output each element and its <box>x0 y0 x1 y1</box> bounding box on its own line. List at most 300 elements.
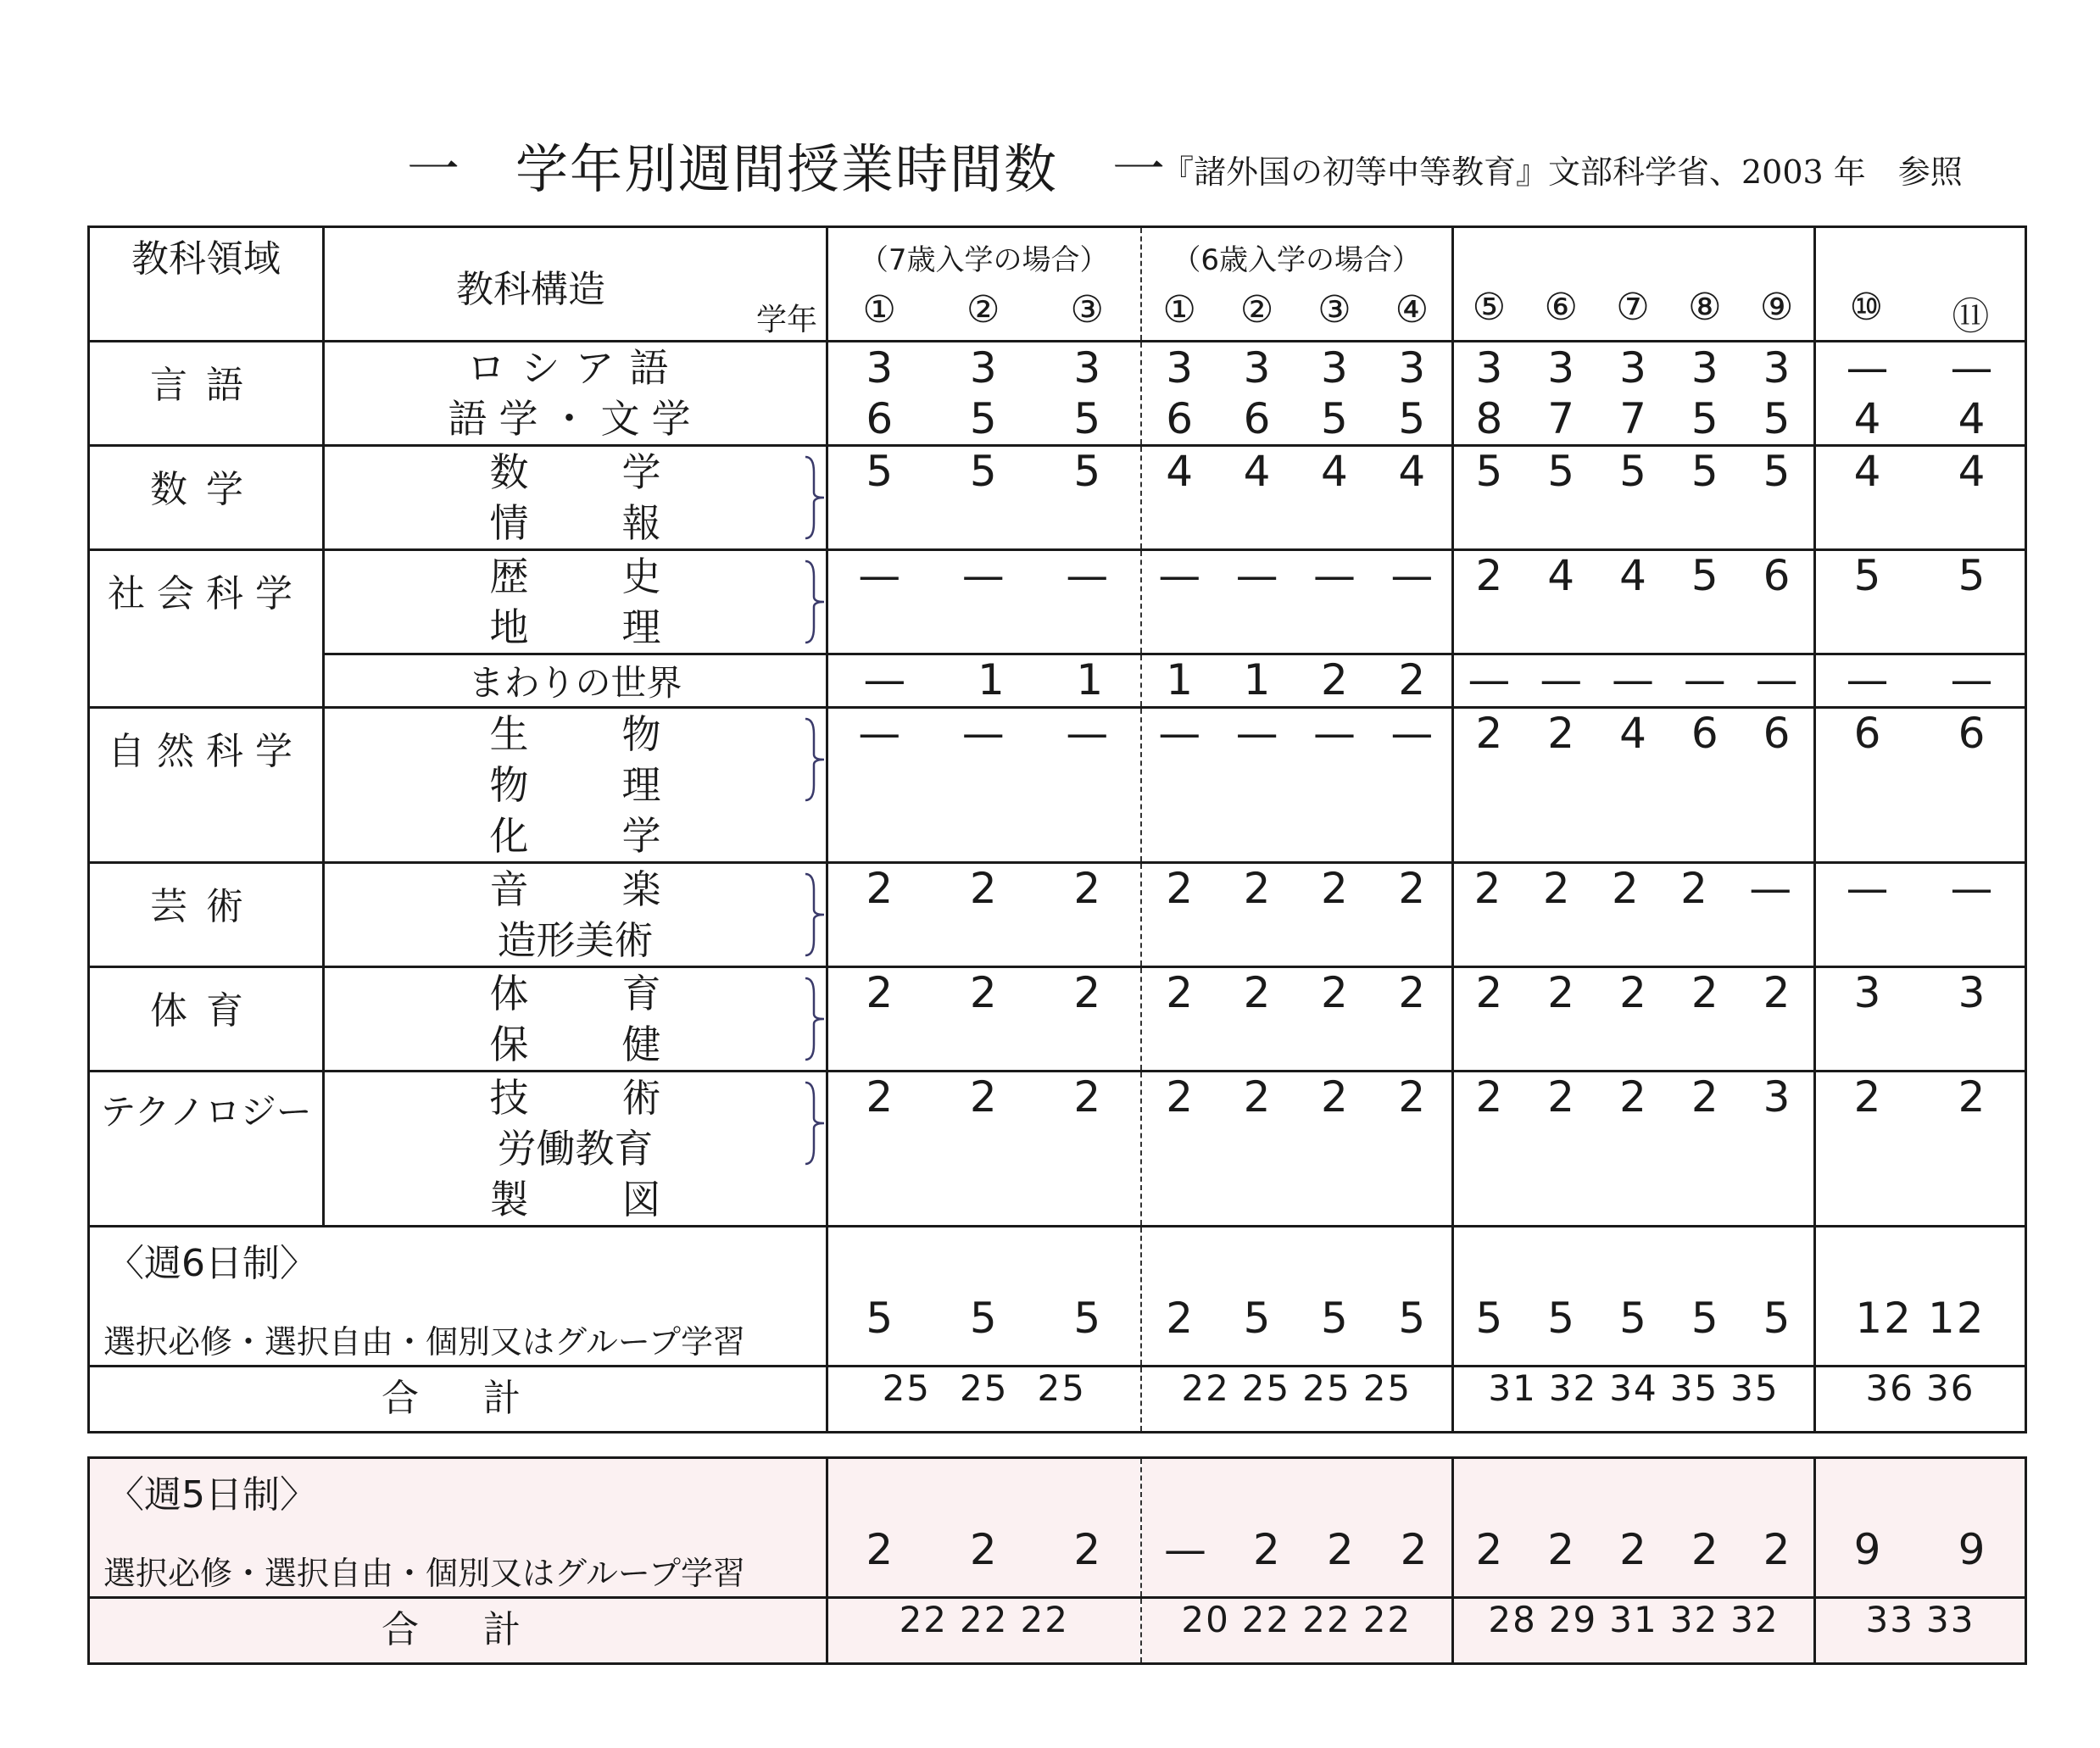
total-label: 合 計 <box>382 1608 534 1651</box>
hour-value: 5 <box>1475 447 1505 496</box>
total-value: 32 <box>1730 1599 1780 1640</box>
hour-value: 2 <box>1321 864 1350 913</box>
hours-cell <box>827 967 1141 1072</box>
hour-value: 6 <box>1763 709 1792 758</box>
row-math <box>89 446 2026 550</box>
hours-cell <box>827 1072 1141 1227</box>
subject-label: 製図 <box>489 1177 755 1222</box>
hour-value: 9 <box>1853 1525 1883 1574</box>
total-value: 28 <box>1488 1599 1537 1640</box>
total-value: 22 <box>899 1599 949 1640</box>
hours-cell <box>1141 1227 1453 1367</box>
hour-value: 2 <box>1166 1294 1195 1343</box>
hour-value: 4 <box>1166 447 1195 496</box>
hours-cell <box>1815 1227 2026 1367</box>
area-cell <box>89 967 324 1072</box>
hour-value: 2 <box>1321 655 1350 704</box>
hour-value: 5 <box>866 447 895 496</box>
hour-value: 4 <box>1958 394 1987 443</box>
hour-value: 5 <box>1547 1294 1577 1343</box>
hours-cell <box>1453 446 1815 550</box>
total-value: 29 <box>1548 1599 1598 1640</box>
hours-cell <box>1141 446 1453 550</box>
page-title: 一 学年別週間授業時間数 一 <box>407 138 1167 200</box>
hour-value: 2 <box>1073 1072 1103 1122</box>
grade-circle: ① <box>1162 288 1198 331</box>
total-value: 22 <box>1302 1599 1351 1640</box>
hour-value: 5 <box>1321 394 1350 443</box>
grade-circle: ⑩ <box>1849 286 1886 329</box>
hour-value: 2 <box>1763 1525 1792 1574</box>
total-value: 25 <box>960 1367 1009 1409</box>
total-value: 35 <box>1669 1367 1719 1409</box>
hour-value: — <box>1846 655 1891 704</box>
area-label: 社会科学 <box>108 572 304 615</box>
row-social-science <box>89 550 2026 654</box>
group2-note: （6歳入学の場合） <box>1172 243 1422 277</box>
hour-value: 3 <box>1958 968 1987 1017</box>
hour-value: 2 <box>1691 1525 1720 1574</box>
header-group3 <box>1453 227 1815 342</box>
hours-cell <box>1453 342 1815 446</box>
hour-value: 2 <box>1475 968 1505 1017</box>
hours-cell <box>1815 1458 2026 1598</box>
hours-cell <box>1453 967 1815 1072</box>
hours-cell <box>1815 550 2026 654</box>
header-grade-label: 学年 <box>755 303 817 337</box>
grade-circle: ④ <box>1395 288 1431 331</box>
group3-grades <box>1454 228 1813 329</box>
hour-value: — <box>858 709 903 758</box>
subject-label: 語学・文学 <box>448 396 703 442</box>
hour-value: 5 <box>1853 551 1883 600</box>
total-label-cell <box>89 1367 827 1433</box>
week6-label: 〈週6日制〉 <box>107 1242 317 1285</box>
hour-value: — <box>1390 709 1435 758</box>
hour-value: — <box>1749 864 1794 913</box>
hour-value: 2 <box>1398 864 1428 913</box>
hour-value: 5 <box>1958 551 1987 600</box>
hours-cell <box>1141 342 1453 446</box>
subject-label: 情報 <box>489 500 755 546</box>
hour-value: 2 <box>1475 709 1505 758</box>
subject-label: まわりの世界 <box>468 662 682 704</box>
hour-value: 2 <box>1326 1525 1356 1574</box>
hours-cell <box>1141 550 1453 654</box>
hours-cell <box>1141 967 1453 1072</box>
hour-value: 3 <box>1475 343 1505 392</box>
hour-value: 4 <box>1619 551 1648 600</box>
subject-label: 地理 <box>489 604 755 650</box>
hour-value: 1 <box>1076 655 1106 704</box>
group1-note: （7歳入学の場合） <box>859 243 1109 277</box>
grade-circle: ① <box>862 288 898 331</box>
group1-grades <box>828 278 1140 331</box>
subject-cell <box>324 446 827 550</box>
hour-value: 5 <box>969 394 999 443</box>
hour-value: 2 <box>1691 1072 1720 1122</box>
hour-value: 1 <box>977 655 1006 704</box>
hour-value: — <box>1390 551 1435 600</box>
hour-value: — <box>1066 551 1111 600</box>
area-label: 言語 <box>150 364 262 407</box>
row-week6-elective <box>89 1227 2026 1367</box>
hours-table <box>87 225 2027 1433</box>
hour-value: 3 <box>969 343 999 392</box>
subject-cell <box>324 550 827 654</box>
hour-value: 9 <box>1958 1525 1987 1574</box>
hour-value: 2 <box>1691 968 1720 1017</box>
hour-value: — <box>1683 655 1728 704</box>
hours-cell <box>827 708 1141 863</box>
hour-value: 6 <box>866 394 895 443</box>
hour-value: — <box>863 655 908 704</box>
area-label: 数学 <box>150 468 262 511</box>
hour-value: — <box>1950 864 1995 913</box>
hour-value: — <box>1950 655 1995 704</box>
hour-value: 2 <box>1073 864 1103 913</box>
hour-value: 3 <box>1321 343 1350 392</box>
hours-cell <box>1453 708 1815 863</box>
hour-value: — <box>1755 655 1800 704</box>
total-value: 25 <box>882 1367 932 1409</box>
area-cell <box>89 550 324 708</box>
row-world-around <box>89 654 2026 708</box>
brace-icon <box>804 717 826 802</box>
total-label: 合 計 <box>382 1377 534 1420</box>
hour-value: 2 <box>1611 864 1640 913</box>
hours-cell <box>1815 708 2026 863</box>
week6-elective-label: 選択必修・選択自由・個別又はグループ学習 <box>103 1323 745 1361</box>
hour-value: 2 <box>1398 655 1428 704</box>
hours-cell <box>827 654 1141 708</box>
subject-label: 数学 <box>489 449 755 495</box>
hour-value: 3 <box>1243 343 1273 392</box>
header-area-label: 教科領域 <box>131 237 281 281</box>
hour-value: 5 <box>1691 1294 1720 1343</box>
total-label-cell <box>89 1598 827 1664</box>
subject-label: 体育 <box>489 971 755 1016</box>
hour-value: 5 <box>1763 394 1792 443</box>
hour-value: — <box>1950 343 1995 392</box>
hour-value: — <box>858 551 903 600</box>
hour-value: — <box>1468 655 1512 704</box>
hour-value: 5 <box>866 1294 895 1343</box>
hour-value: 2 <box>1243 968 1273 1017</box>
week5-label-cell <box>89 1458 827 1598</box>
hour-value: 2 <box>1619 1525 1648 1574</box>
area-label: テクノロジー <box>100 1091 312 1133</box>
hour-value: 7 <box>1547 394 1577 443</box>
hours-cell <box>1815 654 2026 708</box>
hour-value: 4 <box>1619 709 1648 758</box>
hour-value: 2 <box>1680 864 1709 913</box>
hour-value: 5 <box>969 1294 999 1343</box>
hours-cell <box>1453 863 1815 967</box>
hour-value: 5 <box>1073 447 1103 496</box>
hour-value: 4 <box>1243 447 1273 496</box>
hours-cell <box>1815 342 2026 446</box>
week6-label-cell <box>89 1227 827 1367</box>
group2-grades <box>1142 278 1452 331</box>
hour-value: 2 <box>1400 1525 1429 1574</box>
week5-label: 〈週5日制〉 <box>107 1473 317 1517</box>
hours-cell <box>1453 1072 1815 1227</box>
subject-label: 保健 <box>489 1022 755 1067</box>
hours-cell <box>1141 1072 1453 1227</box>
reference-note: 『諸外国の初等中等教育』文部科学省、2003 年 参照 <box>1161 153 1963 191</box>
hour-value: — <box>1235 709 1280 758</box>
hour-value: — <box>1066 709 1111 758</box>
hour-value: 5 <box>1763 1294 1792 1343</box>
total-value: 34 <box>1609 1367 1658 1409</box>
hour-value: 3 <box>1763 1072 1792 1122</box>
subject-label: 歴史 <box>489 554 755 599</box>
hour-value: 2 <box>1542 864 1572 913</box>
total-cell <box>1453 1367 1815 1433</box>
hour-value: 5 <box>1243 1294 1273 1343</box>
subject-cell <box>324 654 827 708</box>
total-cell <box>1453 1598 1815 1664</box>
week5-table <box>87 1456 2027 1665</box>
hours-cell <box>1815 863 2026 967</box>
hour-value: 5 <box>1547 447 1577 496</box>
header-area <box>89 227 324 342</box>
hour-value: 7 <box>1619 394 1648 443</box>
subject-label: 音楽 <box>489 866 755 912</box>
hour-value: 2 <box>1763 968 1792 1017</box>
hour-value: 2 <box>1547 709 1577 758</box>
hour-value: 12 <box>1855 1294 1913 1343</box>
hour-value: 5 <box>1398 394 1428 443</box>
total-value: 22 <box>1241 1599 1291 1640</box>
total-value: 25 <box>1302 1367 1351 1409</box>
hour-value: 2 <box>1166 968 1195 1017</box>
brace-icon <box>804 455 826 540</box>
hour-value: 6 <box>1763 551 1792 600</box>
hour-value: 2 <box>1166 1072 1195 1122</box>
hour-value: 5 <box>1321 1294 1350 1343</box>
hour-value: 12 <box>1928 1294 1986 1343</box>
hour-value: 2 <box>969 968 999 1017</box>
hour-value: — <box>1312 551 1357 600</box>
hour-value: 2 <box>866 1525 895 1574</box>
total-cell <box>827 1367 1141 1433</box>
hour-value: 2 <box>866 968 895 1017</box>
hour-value: 2 <box>1073 1525 1103 1574</box>
hours-cell <box>827 550 1141 654</box>
header-group1 <box>827 227 1141 342</box>
hour-value: 5 <box>1691 394 1720 443</box>
hour-value: 4 <box>1547 551 1577 600</box>
brace-icon <box>804 559 826 644</box>
hour-value: — <box>1846 864 1891 913</box>
hours-cell <box>1815 967 2026 1072</box>
hours-cell <box>827 342 1141 446</box>
hour-value: — <box>1158 551 1203 600</box>
hour-value: 2 <box>1321 968 1350 1017</box>
hour-value: 4 <box>1321 447 1350 496</box>
header-group4 <box>1815 227 2026 342</box>
hour-value: 2 <box>1398 1072 1428 1122</box>
total-value: 25 <box>1241 1367 1291 1409</box>
hour-value: 5 <box>1763 447 1792 496</box>
hour-value: 5 <box>1619 1294 1648 1343</box>
hour-value: 2 <box>1547 968 1577 1017</box>
total-value: 25 <box>1362 1367 1412 1409</box>
hours-cell <box>827 863 1141 967</box>
brace-icon <box>804 872 826 957</box>
total-cell <box>1815 1598 2026 1664</box>
total-value: 25 <box>1037 1367 1086 1409</box>
hour-value: 6 <box>1166 394 1195 443</box>
hour-value: 2 <box>969 1072 999 1122</box>
hour-value: 2 <box>1475 551 1505 600</box>
hour-value: 3 <box>1691 343 1720 392</box>
hour-value: 6 <box>1958 709 1987 758</box>
hour-value: 2 <box>1166 864 1195 913</box>
group4-grades <box>1816 228 2025 340</box>
hour-value: 3 <box>1166 343 1195 392</box>
hours-cell <box>1453 654 1815 708</box>
grade-circle: ② <box>966 288 1002 331</box>
row-language <box>89 342 2026 446</box>
hour-value: 5 <box>1073 394 1103 443</box>
subject-cell <box>324 342 827 446</box>
hour-value: 3 <box>1073 343 1103 392</box>
hour-value: 1 <box>1243 655 1273 704</box>
hour-value: 2 <box>866 1072 895 1122</box>
row-natural-science <box>89 708 2026 863</box>
total-value: 22 <box>1020 1599 1069 1640</box>
brace-icon <box>804 977 826 1061</box>
total-value: 36 <box>1865 1367 1914 1409</box>
hour-value: 2 <box>969 1525 999 1574</box>
total-value: 22 <box>960 1599 1009 1640</box>
hour-value: — <box>1846 343 1891 392</box>
row-technology <box>89 1072 2026 1227</box>
header-row <box>89 227 2026 342</box>
subject-cell <box>324 708 827 863</box>
total-cell <box>827 1598 1141 1664</box>
row-week5-total <box>89 1598 2026 1664</box>
hour-value: 5 <box>1073 1294 1103 1343</box>
total-value: 35 <box>1730 1367 1780 1409</box>
hour-value: — <box>1158 709 1203 758</box>
grade-circle: ③ <box>1317 288 1353 331</box>
total-value: 20 <box>1181 1599 1230 1640</box>
area-label: 自然科学 <box>108 730 304 773</box>
hour-value: 2 <box>1475 1525 1505 1574</box>
total-cell <box>1141 1598 1453 1664</box>
header-group2 <box>1141 227 1453 342</box>
hour-value: — <box>1540 655 1585 704</box>
hour-value: 2 <box>1253 1525 1282 1574</box>
hours-cell <box>1141 1458 1453 1598</box>
grade-circle: ⑤ <box>1472 286 1508 329</box>
hour-value: 6 <box>1243 394 1273 443</box>
hour-value: 3 <box>1547 343 1577 392</box>
total-value: 33 <box>1926 1599 1975 1640</box>
subject-cell <box>324 967 827 1072</box>
grade-circle: ③ <box>1070 288 1106 331</box>
area-cell <box>89 1072 324 1227</box>
hours-cell <box>1453 550 1815 654</box>
total-value: 33 <box>1865 1599 1914 1640</box>
header-structure-label: 教科構造 <box>456 268 605 311</box>
grade-circle: ⑧ <box>1688 286 1724 329</box>
subject-label: 化学 <box>489 813 755 859</box>
hour-value: 4 <box>1958 447 1987 496</box>
hour-value: — <box>961 551 1006 600</box>
header-structure <box>324 227 827 342</box>
hour-value: — <box>961 709 1006 758</box>
total-value: 22 <box>1362 1599 1412 1640</box>
hour-value: 2 <box>1243 1072 1273 1122</box>
total-value: 32 <box>1548 1367 1598 1409</box>
hour-value: 5 <box>1619 447 1648 496</box>
total-cell <box>1141 1367 1453 1433</box>
hours-cell <box>1453 1227 1815 1367</box>
total-value: 31 <box>1609 1599 1658 1640</box>
hour-value: 2 <box>1475 1072 1505 1122</box>
hour-value: 5 <box>1691 551 1720 600</box>
hour-value: — <box>1312 709 1357 758</box>
hour-value: 2 <box>1321 1072 1350 1122</box>
hours-cell <box>1141 708 1453 863</box>
hours-cell <box>827 1458 1141 1598</box>
hour-value: 5 <box>969 447 999 496</box>
hour-value: 5 <box>1475 1294 1505 1343</box>
grade-circle: ⑨ <box>1759 286 1796 329</box>
hour-value: 2 <box>1073 968 1103 1017</box>
hour-value: 6 <box>1853 709 1883 758</box>
total-value: 31 <box>1488 1367 1537 1409</box>
subject-label: ロシア語 <box>466 345 684 391</box>
area-label: 体育 <box>150 989 262 1033</box>
hours-cell <box>1815 446 2026 550</box>
area-cell <box>89 446 324 550</box>
subject-label: 物理 <box>489 762 755 808</box>
row-pe <box>89 967 2026 1072</box>
hour-value: 2 <box>1619 1072 1648 1122</box>
subject-label: 生物 <box>489 711 755 757</box>
hour-value: 3 <box>866 343 895 392</box>
grade-circle: ② <box>1239 288 1276 331</box>
hour-value: 3 <box>1398 343 1428 392</box>
total-value: 32 <box>1669 1599 1719 1640</box>
hour-value: 4 <box>1853 447 1883 496</box>
hour-value: 3 <box>1763 343 1792 392</box>
hour-value: 2 <box>866 864 895 913</box>
hour-value: 2 <box>1473 864 1503 913</box>
row-arts <box>89 863 2026 967</box>
total-cell <box>1815 1367 2026 1433</box>
row-week5-elective <box>89 1458 2026 1598</box>
grade-circle: ⑥ <box>1544 286 1579 329</box>
hour-value: 2 <box>1958 1072 1987 1122</box>
area-cell <box>89 342 324 446</box>
subject-label: 技術 <box>489 1075 755 1121</box>
grade-circle: ⑦ <box>1616 286 1652 329</box>
hour-value: 3 <box>1619 343 1648 392</box>
area-cell <box>89 863 324 967</box>
week5-elective-label: 選択必修・選択自由・個別又はグループ学習 <box>103 1555 745 1592</box>
hour-value: — <box>1235 551 1280 600</box>
hours-cell <box>827 446 1141 550</box>
hour-value: 2 <box>969 864 999 913</box>
subject-label: 造形美術 <box>497 917 654 963</box>
